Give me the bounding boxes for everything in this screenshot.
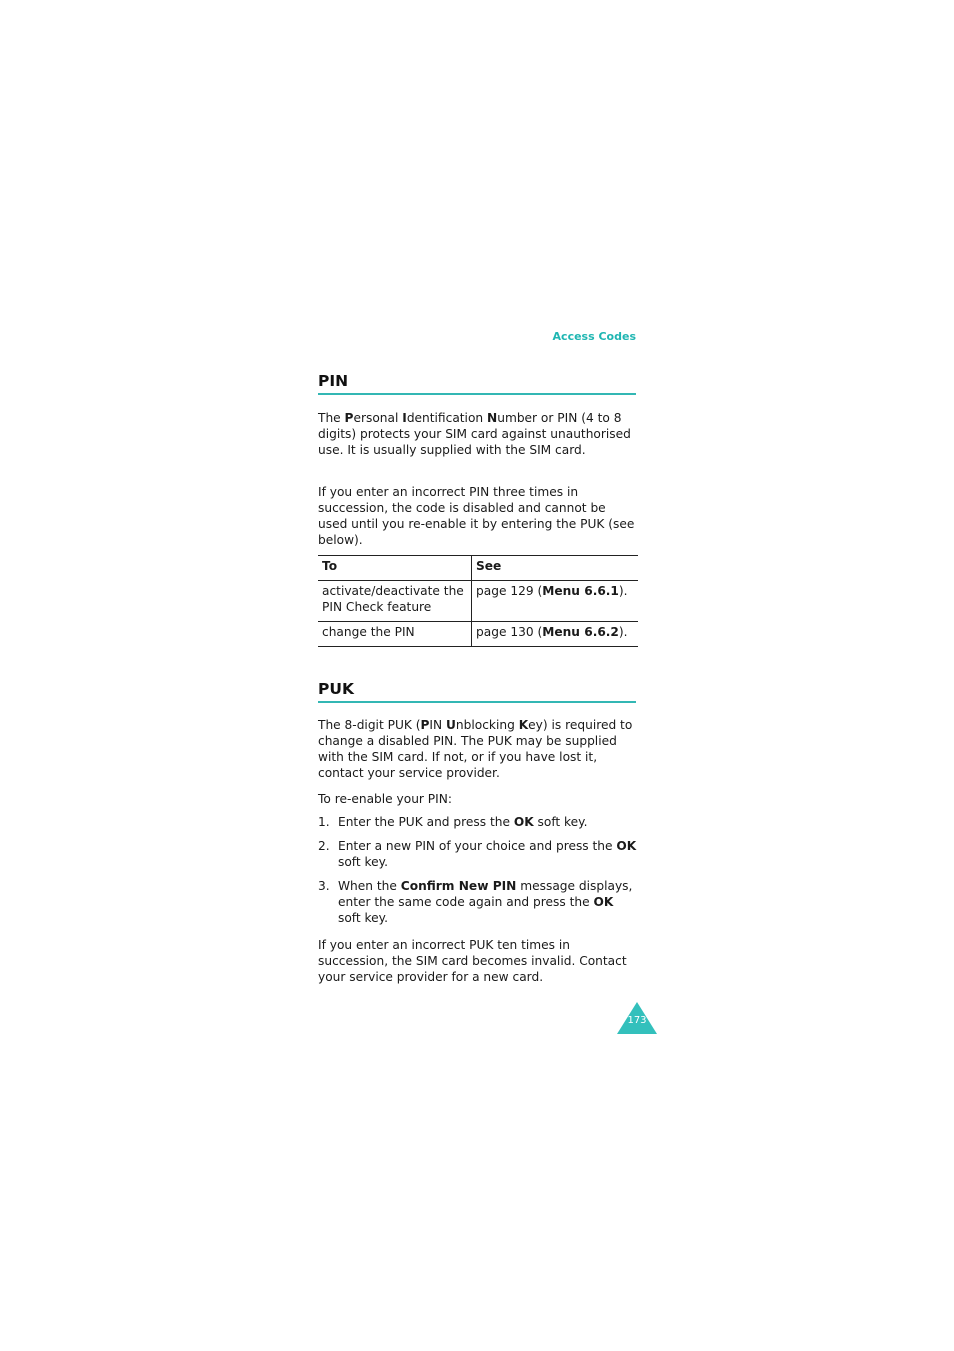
column-header-to: To <box>318 556 472 581</box>
table-cell-see: page 129 (Menu 6.6.1). <box>472 581 639 622</box>
column-header-see: See <box>472 556 639 581</box>
page-number-badge <box>617 1002 657 1034</box>
list-item: 1. Enter the PUK and press the OK soft key. <box>318 815 588 829</box>
table-cell-to: activate/deactivate the PIN Check feature <box>318 581 472 622</box>
pin-intro: The Personal Identification Number or PIN (4 to 8 digits) protects your SIM card against unauthorised use. It is usually supplied with the SIM card. <box>318 411 631 457</box>
table-cell-see: page 130 (Menu 6.6.2). <box>472 622 639 647</box>
list-item: 3. When the Confirm New PIN message displays, enter the same code again and press the OK soft key. <box>318 879 633 925</box>
table-cell-to: change the PIN <box>318 622 472 647</box>
puk-section-title: PUK <box>318 680 636 703</box>
table-row <box>318 581 638 622</box>
puk-warning: If you enter an incorrect PUK ten times in succession, the SIM card becomes invalid. Contact your service provider for a new card. <box>318 938 627 984</box>
pin-section-title: PIN <box>318 372 636 395</box>
table-header-row <box>318 556 638 581</box>
reenable-steps <box>318 814 638 934</box>
table-row <box>318 622 638 647</box>
reenable-label: To re-enable your PIN: <box>318 792 452 806</box>
pin-reference-table <box>318 555 638 647</box>
running-header: Access Codes <box>552 330 636 343</box>
pin-warning: If you enter an incorrect PIN three times in succession, the code is disabled and cannot be used until you re-enable it by entering the PUK (see below). <box>318 485 635 547</box>
page-number: 173 <box>627 1015 647 1026</box>
puk-intro: The 8-digit PUK (PIN Unblocking Key) is required to change a disabled PIN. The PUK may be supplied with the SIM card. If not, or if you have lost it, contact your service provider. <box>318 718 633 780</box>
list-item: 2. Enter a new PIN of your choice and press the OK soft key. <box>318 839 637 869</box>
